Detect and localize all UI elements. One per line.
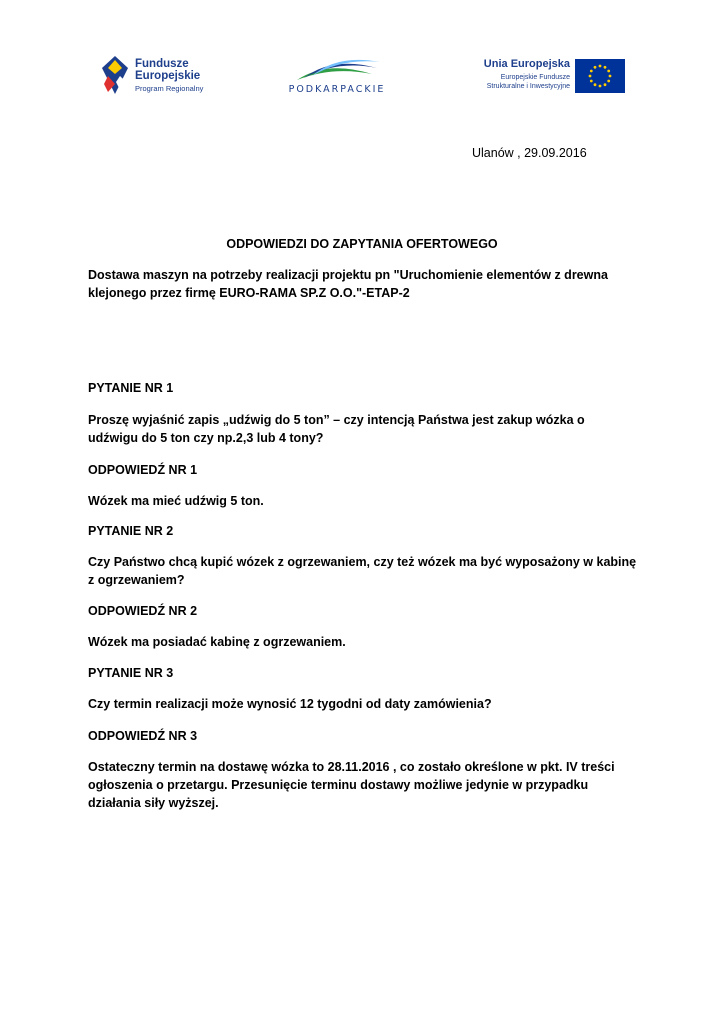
logo-bar bbox=[100, 50, 622, 100]
place-date: Ulanów , 29.09.2016 bbox=[472, 146, 587, 160]
ue-title: Unia Europejska bbox=[483, 58, 570, 70]
question-label-3: PYTANIE NR 3 bbox=[88, 666, 174, 680]
fe-line2: Europejskie bbox=[135, 70, 201, 82]
question-text-3: Czy termin realizacji może wynosić 12 tygodni od daty zamówienia? bbox=[88, 697, 492, 711]
answer-label-2: ODPOWIEDŹ NR 2 bbox=[88, 604, 198, 618]
fundusze-europejskie-logo bbox=[100, 54, 220, 98]
question-text-1: Proszę wyjaśnić zapis „udźwig do 5 ton” – czy intencją Państwa jest zakup wózka o udźwigu do 5 ton czy np.2,3 lub 4 tony? bbox=[88, 413, 585, 445]
answer-text-1: Wózek ma mieć udźwig 5 ton. bbox=[88, 494, 264, 508]
answer-label-1: ODPOWIEDŹ NR 1 bbox=[88, 463, 198, 477]
question-text-2: Czy Państwo chcą kupić wózek z ogrzewaniem, czy też wózek ma być wyposażony w kabinę z ogrzewaniem? bbox=[88, 555, 637, 587]
question-label-2: PYTANIE NR 2 bbox=[88, 524, 174, 538]
fe-line3: Program Regionalny bbox=[135, 84, 204, 93]
fe-line1: Fundusze bbox=[135, 58, 189, 70]
podkarpackie-name: PODKARPACKIE bbox=[288, 84, 386, 95]
podkarpackie-waves-icon bbox=[282, 54, 392, 84]
answer-text-3: Ostateczny termin na dostawę wózka to 28.11.2016 , co zostało określone w pkt. IV treści ogłoszenia o przetargu. Przesunięcie terminu dostawy możliwe jedynie w przypadku działania siły wyższej. bbox=[88, 760, 615, 810]
unia-europejska-logo bbox=[465, 56, 625, 100]
podkarpackie-logo bbox=[282, 54, 392, 100]
ue-line1: Europejskie Fundusze bbox=[500, 74, 570, 81]
fe-star-icon bbox=[100, 54, 130, 98]
page-title: ODPOWIEDZI DO ZAPYTANIA OFERTOWEGO bbox=[226, 237, 498, 251]
answer-text-2: Wózek ma posiadać kabinę z ogrzewaniem. bbox=[88, 635, 346, 649]
ue-line2: Strukturalne i Inwestycyjne bbox=[486, 83, 570, 90]
answer-label-3: ODPOWIEDŹ NR 3 bbox=[88, 729, 198, 743]
subject: Dostawa maszyn na potrzeby realizacji projektu pn "Uruchomienie elementów z drewna klejonego przez firmę EURO-RAMA SP.Z O.O."-ETAP-2 bbox=[88, 268, 608, 300]
eu-flag-icon bbox=[575, 59, 625, 93]
question-label-1: PYTANIE NR 1 bbox=[88, 381, 174, 395]
